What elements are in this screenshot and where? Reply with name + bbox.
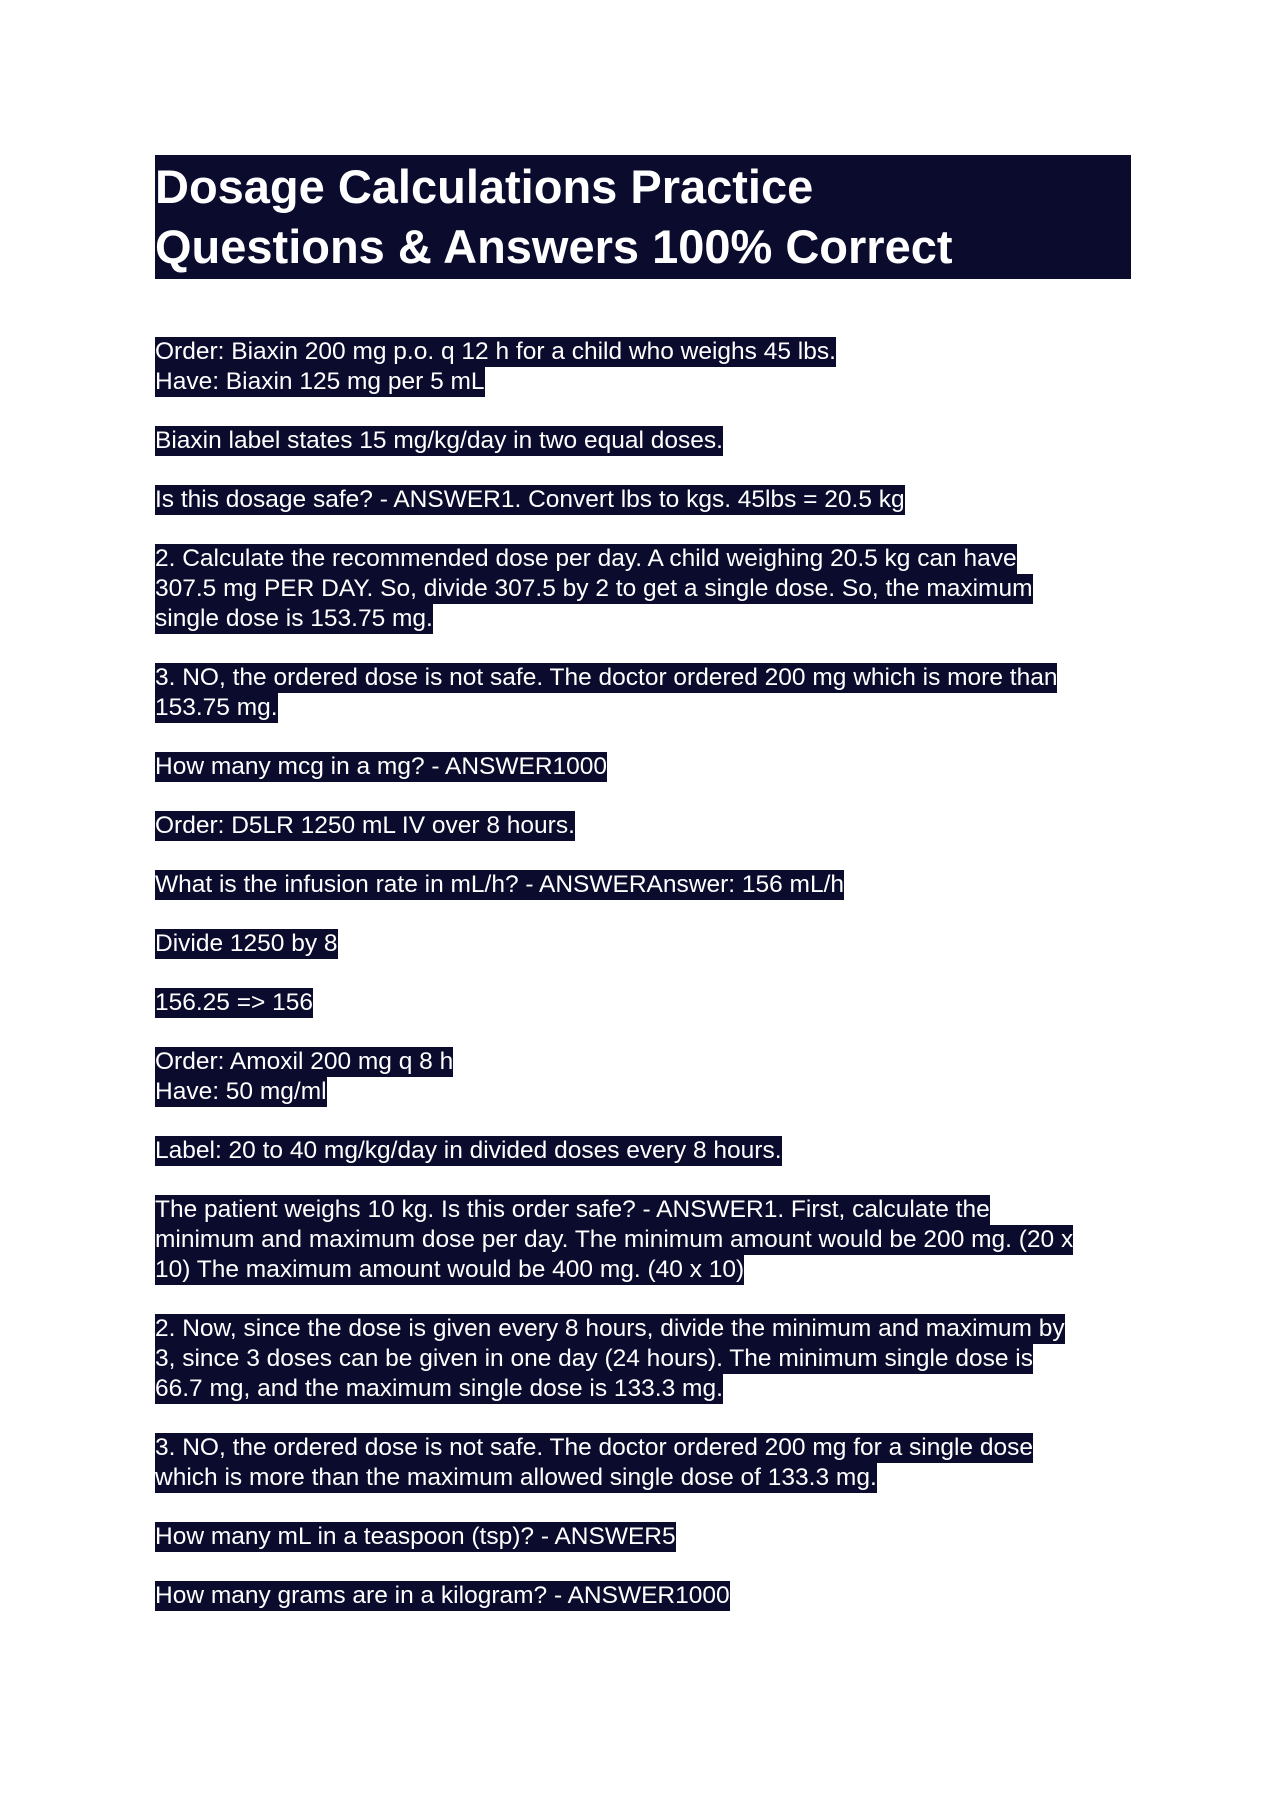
highlighted-text: 66.7 mg, and the maximum single dose is 133.3 mg. — [155, 1375, 723, 1402]
highlighted-text: What is the infusion rate in mL/h? - ANSWERAnswer: 156 mL/h — [155, 871, 845, 898]
text-line — [155, 1077, 1135, 1107]
highlighted-text: How many grams are in a kilogram? - ANSWER1000 — [155, 1582, 730, 1609]
paragraph — [155, 988, 1135, 1018]
highlighted-text: Order: Amoxil 200 mg q 8 h — [155, 1048, 454, 1075]
paragraph — [155, 337, 1135, 397]
highlighted-text: 3. NO, the ordered dose is not safe. The doctor ordered 200 mg for a single dose — [155, 1434, 1033, 1461]
text-line — [155, 1314, 1135, 1344]
title-line-1: Dosage Calculations Practice — [155, 160, 814, 213]
paragraph — [155, 1314, 1135, 1404]
text-line — [155, 811, 1135, 841]
highlighted-text: 153.75 mg. — [155, 694, 278, 721]
paragraph — [155, 663, 1135, 723]
paragraph — [155, 544, 1135, 634]
text-line — [155, 1047, 1135, 1077]
highlighted-text: Is this dosage safe? - ANSWER1. Convert lbs to kgs. 45lbs = 20.5 kg — [155, 486, 905, 513]
text-line — [155, 1195, 1135, 1225]
document-title — [155, 155, 1131, 279]
text-line — [155, 1433, 1135, 1463]
highlighted-text: 3. NO, the ordered dose is not safe. The doctor ordered 200 mg which is more than — [155, 664, 1058, 691]
highlighted-text: Order: Biaxin 200 mg p.o. q 12 h for a child who weighs 45 lbs. — [155, 338, 836, 365]
paragraph — [155, 870, 1135, 900]
document-page — [155, 155, 1135, 1640]
text-line — [155, 485, 1135, 515]
highlighted-text: which is more than the maximum allowed single dose of 133.3 mg. — [155, 1464, 877, 1491]
paragraph — [155, 1522, 1135, 1552]
text-line — [155, 1463, 1135, 1493]
paragraph — [155, 929, 1135, 959]
text-line — [155, 1225, 1135, 1255]
text-line — [155, 1136, 1135, 1166]
text-line — [155, 870, 1135, 900]
highlighted-text: How many mcg in a mg? - ANSWER1000 — [155, 753, 608, 780]
text-line — [155, 544, 1135, 574]
paragraph — [155, 1047, 1135, 1107]
highlighted-text: Divide 1250 by 8 — [155, 930, 338, 957]
text-line — [155, 1581, 1135, 1611]
paragraph — [155, 1195, 1135, 1285]
text-line — [155, 988, 1135, 1018]
text-line — [155, 574, 1135, 604]
highlighted-text: Have: Biaxin 125 mg per 5 mL — [155, 368, 485, 395]
text-line — [155, 367, 1135, 397]
paragraph — [155, 1433, 1135, 1493]
text-line — [155, 752, 1135, 782]
text-line — [155, 604, 1135, 634]
text-line — [155, 1374, 1135, 1404]
highlighted-text: 307.5 mg PER DAY. So, divide 307.5 by 2 to get a single dose. So, the maximum — [155, 575, 1033, 602]
text-line — [155, 1522, 1135, 1552]
highlighted-text: Label: 20 to 40 mg/kg/day in divided doses every 8 hours. — [155, 1137, 782, 1164]
highlighted-text: The patient weighs 10 kg. Is this order safe? - ANSWER1. First, calculate the — [155, 1196, 990, 1223]
text-line — [155, 693, 1135, 723]
document-body — [155, 337, 1135, 1611]
paragraph — [155, 752, 1135, 782]
paragraph — [155, 485, 1135, 515]
highlighted-text: 3, since 3 doses can be given in one day (24 hours). The minimum single dose is — [155, 1345, 1033, 1372]
paragraph — [155, 1136, 1135, 1166]
highlighted-text: minimum and maximum dose per day. The minimum amount would be 200 mg. (20 x — [155, 1226, 1074, 1253]
text-line — [155, 929, 1135, 959]
text-line — [155, 1255, 1135, 1285]
text-line — [155, 663, 1135, 693]
title-line-2: Questions & Answers 100% Correct — [155, 220, 953, 273]
paragraph — [155, 1581, 1135, 1611]
highlighted-text: 156.25 => 156 — [155, 989, 314, 1016]
highlighted-text: single dose is 153.75 mg. — [155, 605, 433, 632]
highlighted-text: How many mL in a teaspoon (tsp)? - ANSWER5 — [155, 1523, 676, 1550]
text-line — [155, 1344, 1135, 1374]
highlighted-text: Have: 50 mg/ml — [155, 1078, 327, 1105]
highlighted-text: 2. Now, since the dose is given every 8 hours, divide the minimum and maximum by — [155, 1315, 1065, 1342]
highlighted-text: 2. Calculate the recommended dose per day. A child weighing 20.5 kg can have — [155, 545, 1017, 572]
paragraph — [155, 426, 1135, 456]
highlighted-text: Order: D5LR 1250 mL IV over 8 hours. — [155, 812, 575, 839]
text-line — [155, 337, 1135, 367]
highlighted-text: 10) The maximum amount would be 400 mg. (40 x 10) — [155, 1256, 745, 1283]
highlighted-text: Biaxin label states 15 mg/kg/day in two equal doses. — [155, 427, 723, 454]
paragraph — [155, 811, 1135, 841]
text-line — [155, 426, 1135, 456]
